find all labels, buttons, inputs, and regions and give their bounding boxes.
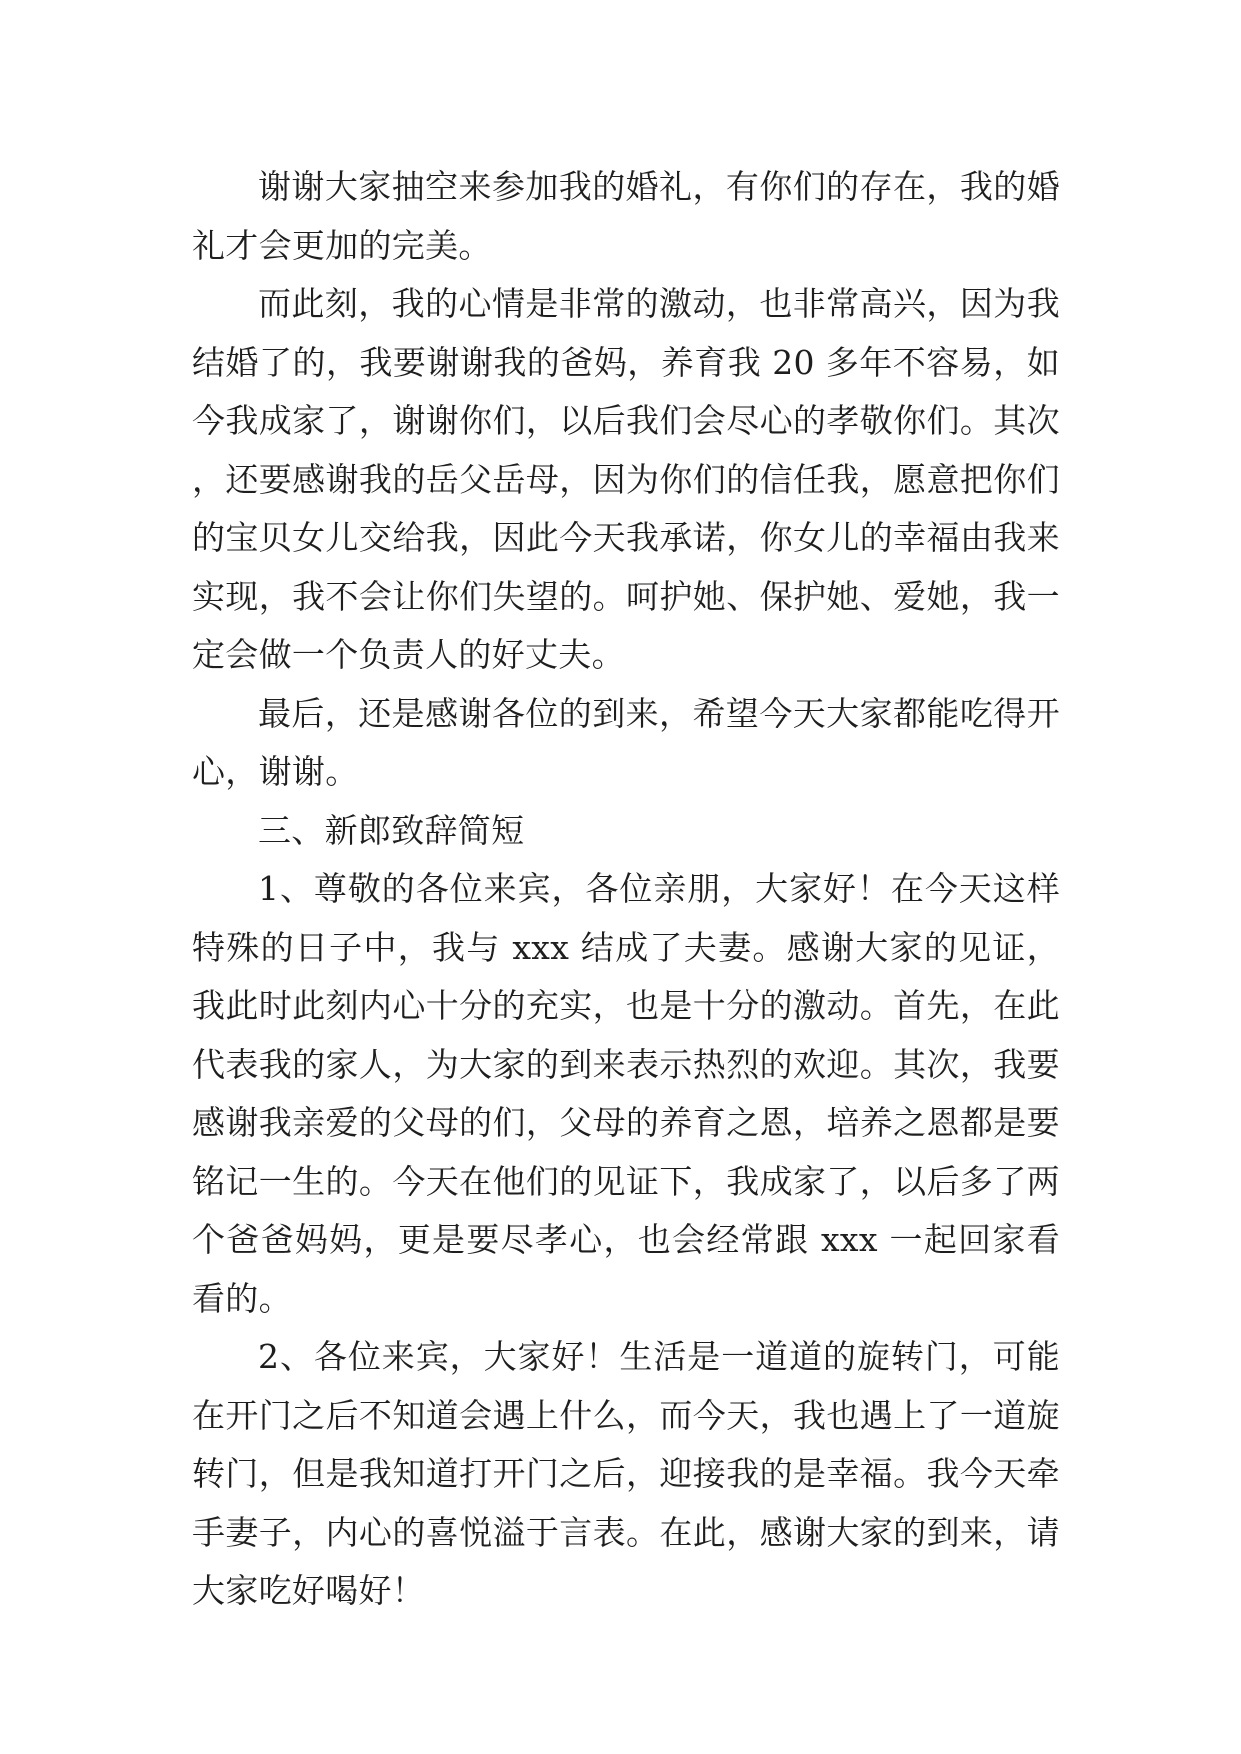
paragraph-thanks-parents: 而此刻，我的心情是非常的激动，也非常高兴，因为我结婚了的，我要谢谢我的爸妈，养育我 20 多年不容易，如今我成家了，谢谢你们，以后我们会尽心的孝敬你们。其次，还要感谢我的岳父岳母，因为你们的信任我，愿意把你们的宝贝女儿交给我，因此今天我承诺，你女儿的幸福由我来实现，我不会让你们失望的。呵护她、保护她、爱她，我一定会做一个负责人的好丈夫。 (192, 284, 1060, 674)
paragraph-speech-2: 2、各位来宾，大家好！生活是一道道的旋转门，可能在开门之后不知道会遇上什么，而今天，我也遇上了一道旋转门，但是我知道打开门之后，迎接我的是幸福。我今天牵手妻子，内心的喜悦溢于言表。在此，感谢大家的到来，请大家吃好喝好！ (192, 1337, 1060, 1610)
paragraph-closing-thanks: 最后，还是感谢各位的到来，希望今天大家都能吃得开心，谢谢。 (192, 693, 1060, 791)
paragraph-thanks-attendance: 谢谢大家抽空来参加我的婚礼，有你们的存在，我的婚礼才会更加的完美。 (192, 167, 1060, 265)
document-body (192, 158, 1060, 1621)
section-heading: 三、新郎致辞简短 (258, 810, 525, 850)
paragraph-speech-1: 1、尊敬的各位来宾，各位亲朋，大家好！在今天这样特殊的日子中，我与 xxx 结成了夫妻。感谢大家的见证，我此时此刻内心十分的充实，也是十分的激动。首先，在此代表我的家人，为大家的到来表示热烈的欢迎。其次，我要感谢我亲爱的父母的们，父母的养育之恩，培养之恩都是要铭记一生的。今天在他们的见证下，我成家了，以后多了两个爸爸妈妈，更是要尽孝心，也会经常跟 xxx 一起回家看看的。 (192, 869, 1060, 1318)
